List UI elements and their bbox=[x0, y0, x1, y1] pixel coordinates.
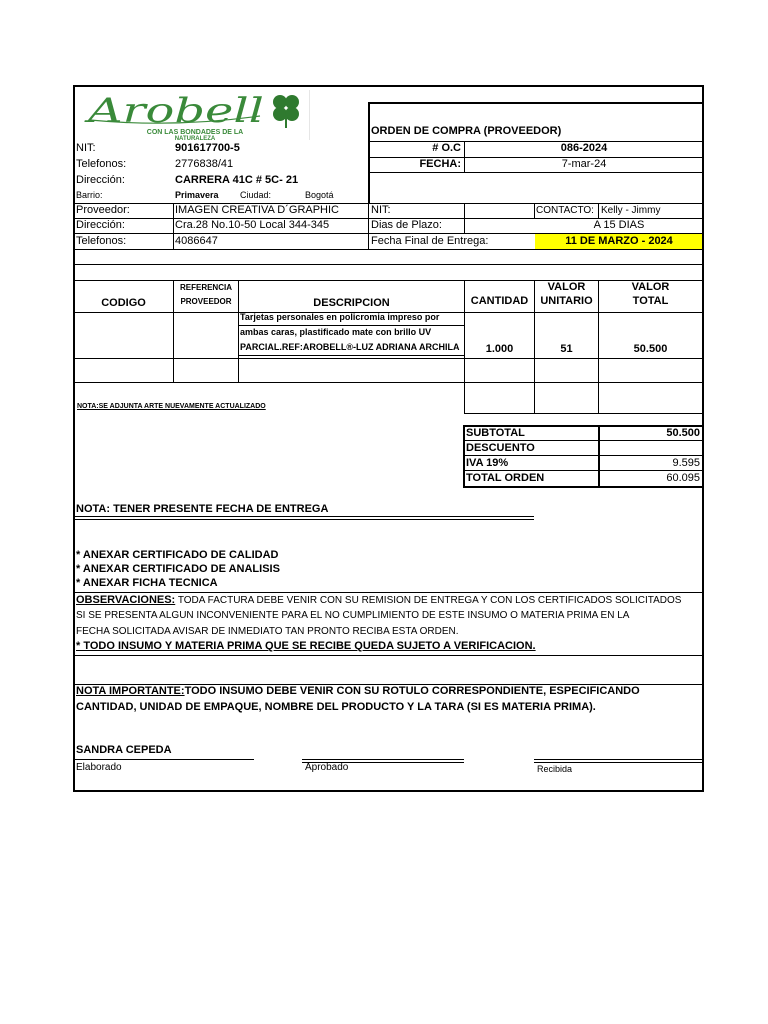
frame-left bbox=[73, 85, 75, 791]
fecha-label: FECHA: bbox=[419, 158, 461, 170]
header-vu-1: VALOR bbox=[547, 281, 586, 293]
obs-text-1: TODA FACTURA DEBE VENIR CON SU REMISION DE ENTREGA Y CON LOS CERTIFICADOS SOLICITADOS bbox=[175, 595, 682, 606]
imp-text-1: TODO INSUMO DEBE VENIR CON SU ROTULO CORRESPONDIENTE, ESPECIFICANDO bbox=[184, 685, 640, 697]
title-box-top bbox=[368, 102, 703, 104]
sig-line-recibida-2 bbox=[534, 762, 702, 763]
row1-valor-unitario: 51 bbox=[560, 343, 573, 355]
iva-value: 9.595 bbox=[672, 457, 700, 469]
supplier-nit-label: NIT: bbox=[371, 204, 391, 216]
proveedor-value: IMAGEN CREATIVA D´GRAPHIC bbox=[175, 204, 340, 216]
obs-line-4: * TODO INSUMO Y MATERIA PRIMA QUE SE RECIBE QUEDA SUJETO A VERIFICACION. bbox=[76, 640, 536, 652]
anexar-analisis: * ANEXAR CERTIFICADO DE ANALISIS bbox=[76, 563, 280, 575]
totals-left bbox=[463, 425, 465, 488]
frame-bottom bbox=[73, 790, 704, 792]
company-nit-value: 901617700-5 bbox=[175, 142, 240, 154]
row1-desc-3: PARCIAL.REF:AROBELL®-LUZ ADRIANA ARCHILA bbox=[240, 342, 460, 352]
company-tel-label: Telefonos: bbox=[76, 158, 127, 170]
company-dir-value: CARRERA 41C # 5C- 21 bbox=[175, 174, 299, 186]
imp-label: NOTA IMPORTANTE: bbox=[76, 685, 185, 697]
imp-line-1 bbox=[76, 686, 640, 697]
frame-right bbox=[702, 85, 704, 791]
header-vt-2: TOTAL bbox=[632, 295, 669, 307]
frame-top bbox=[73, 85, 704, 87]
plazo-value: A 15 DIAS bbox=[593, 219, 645, 231]
row3-bottom bbox=[464, 413, 703, 414]
subtotal-value: 50.500 bbox=[666, 427, 700, 439]
table-note: NOTA:SE ADJUNTA ARTE NUEVAMENTE ACTUALIZADO bbox=[77, 403, 266, 410]
supplier-bottom bbox=[74, 249, 703, 250]
supplier-dir-label: Dirección: bbox=[76, 219, 125, 231]
company-tel-value: 2776838/41 bbox=[175, 158, 234, 170]
company-barrio-value: Primavera bbox=[175, 190, 219, 200]
iva-label: IVA 19% bbox=[466, 457, 509, 469]
obs-line-2: SI SE PRESENTA ALGUN INCONVENIENTE PARA EL NO CUMPLIMIENTO DE ESTE INSUMO O MATERIA PRIMA EN LA bbox=[76, 610, 630, 621]
row2-bottom bbox=[74, 382, 703, 383]
obs-bottom bbox=[74, 655, 703, 656]
header-vu-2: UNITARIO bbox=[540, 295, 593, 307]
fecha-final-value: 11 DE MARZO - 2024 bbox=[565, 235, 673, 247]
sig-line-elaborado bbox=[74, 759, 254, 760]
totals-line-1 bbox=[463, 440, 703, 441]
obs-label: OBSERVACIONES: bbox=[76, 594, 176, 606]
obs-line-3: FECHA SOLICITADA AVISAR DE INMEDIATO TAN PRONTO RECIBA ESTA ORDEN. bbox=[76, 626, 459, 637]
totals-bottom bbox=[463, 486, 703, 488]
oc-label: # O.C bbox=[432, 142, 461, 154]
supplier-dir-value: Cra.28 No.10-50 Local 344-345 bbox=[175, 219, 330, 231]
total-label: TOTAL ORDEN bbox=[466, 472, 545, 484]
note-fecha-entrega: NOTA: TENER PRESENTE FECHA DE ENTREGA bbox=[76, 503, 329, 515]
note-fecha-underline-1 bbox=[74, 516, 534, 517]
row1-desc-1: Tarjetas personales en policromia impreso por bbox=[240, 312, 440, 322]
logo-tagline-1: CON LAS BONDADES DE LA bbox=[146, 129, 244, 136]
supplier-col1 bbox=[173, 203, 174, 249]
supplier-tel-label: Telefonos: bbox=[76, 235, 127, 247]
header-vt-1: VALOR bbox=[631, 281, 670, 293]
totals-line-3 bbox=[463, 470, 703, 471]
sig-aprobado: Aprobado bbox=[305, 762, 349, 773]
svg-text:Arobell: Arobell bbox=[84, 91, 264, 131]
supplier-col4 bbox=[534, 203, 535, 219]
contacto-value: Kelly - Jimmy bbox=[601, 205, 661, 216]
sig-line-recibida-1 bbox=[534, 759, 702, 760]
totals-line-2 bbox=[463, 455, 703, 456]
title-box-line bbox=[368, 141, 703, 142]
company-nit-label: NIT: bbox=[76, 142, 96, 154]
header-codigo: CODIGO bbox=[101, 297, 146, 309]
descuento-label: DESCUENTO bbox=[466, 442, 535, 454]
clover-icon bbox=[273, 95, 299, 128]
spacer-line-1 bbox=[74, 264, 703, 265]
subtotal-label: SUBTOTAL bbox=[466, 427, 525, 439]
document-title: ORDEN DE COMPRA (PROVEEDOR) bbox=[371, 125, 562, 137]
row1-bottom bbox=[74, 358, 703, 359]
table-col-ref bbox=[173, 280, 174, 382]
spacer-line-2 bbox=[74, 280, 703, 281]
row1-desc-2: ambas caras, plastificado mate con brillo UV bbox=[240, 327, 432, 337]
imp-line-2: CANTIDAD, UNIDAD DE EMPAQUE, NOMBRE DEL PRODUCTO Y LA TARA (SI ES MATERIA PRIMA). bbox=[76, 701, 596, 713]
anexar-calidad: * ANEXAR CERTIFICADO DE CALIDAD bbox=[76, 549, 279, 561]
fecha-final-label: Fecha Final de Entrega: bbox=[371, 235, 489, 247]
sig-elaborado: Elaborado bbox=[76, 762, 122, 773]
anexar-ficha: * ANEXAR FICHA TECNICA bbox=[76, 577, 218, 589]
supplier-col2 bbox=[368, 203, 369, 249]
supplier-col3 bbox=[464, 203, 465, 234]
row1-desc-underline-1 bbox=[239, 325, 464, 326]
contacto-label: CONTACTO: bbox=[536, 205, 594, 216]
note-fecha-underline-2 bbox=[74, 519, 534, 520]
row1-desc-underline-3 bbox=[239, 355, 464, 356]
logo-tagline-2: NATURALEZA bbox=[174, 136, 216, 142]
header-ref-2: PROVEEDOR bbox=[180, 297, 232, 306]
company-dir-label: Dirección: bbox=[76, 174, 125, 186]
signer-name: SANDRA CEPEDA bbox=[76, 744, 172, 756]
table-col-desc bbox=[238, 280, 239, 382]
header-descripcion: DESCRIPCION bbox=[313, 297, 390, 309]
supplier-tel-value: 4086647 bbox=[175, 235, 218, 247]
fecha-bottom bbox=[368, 172, 703, 173]
header-ref-1: REFERENCIA bbox=[179, 283, 232, 292]
company-ciudad-value: Bogotá bbox=[305, 190, 334, 200]
obs-top bbox=[74, 592, 703, 593]
fecha-value: 7-mar-24 bbox=[561, 158, 607, 170]
total-value: 60.095 bbox=[666, 472, 700, 484]
company-ciudad-label: Ciudad: bbox=[240, 190, 272, 200]
proveedor-label: Proveedor: bbox=[76, 204, 130, 216]
oc-value: 086-2024 bbox=[560, 142, 608, 154]
plazo-label: Dias de Plazo: bbox=[371, 219, 442, 231]
sig-recibida: Recibida bbox=[537, 764, 573, 774]
sig-line-aprobado-1 bbox=[302, 759, 464, 760]
row1-valor-total: 50.500 bbox=[633, 343, 668, 355]
row1-cantidad: 1.000 bbox=[485, 343, 514, 355]
company-barrio-label: Barrio: bbox=[76, 190, 103, 200]
header-cantidad: CANTIDAD bbox=[470, 295, 529, 307]
obs-line-1 bbox=[76, 595, 681, 606]
supplier-col5 bbox=[598, 203, 599, 219]
oc-bottom bbox=[368, 157, 703, 158]
